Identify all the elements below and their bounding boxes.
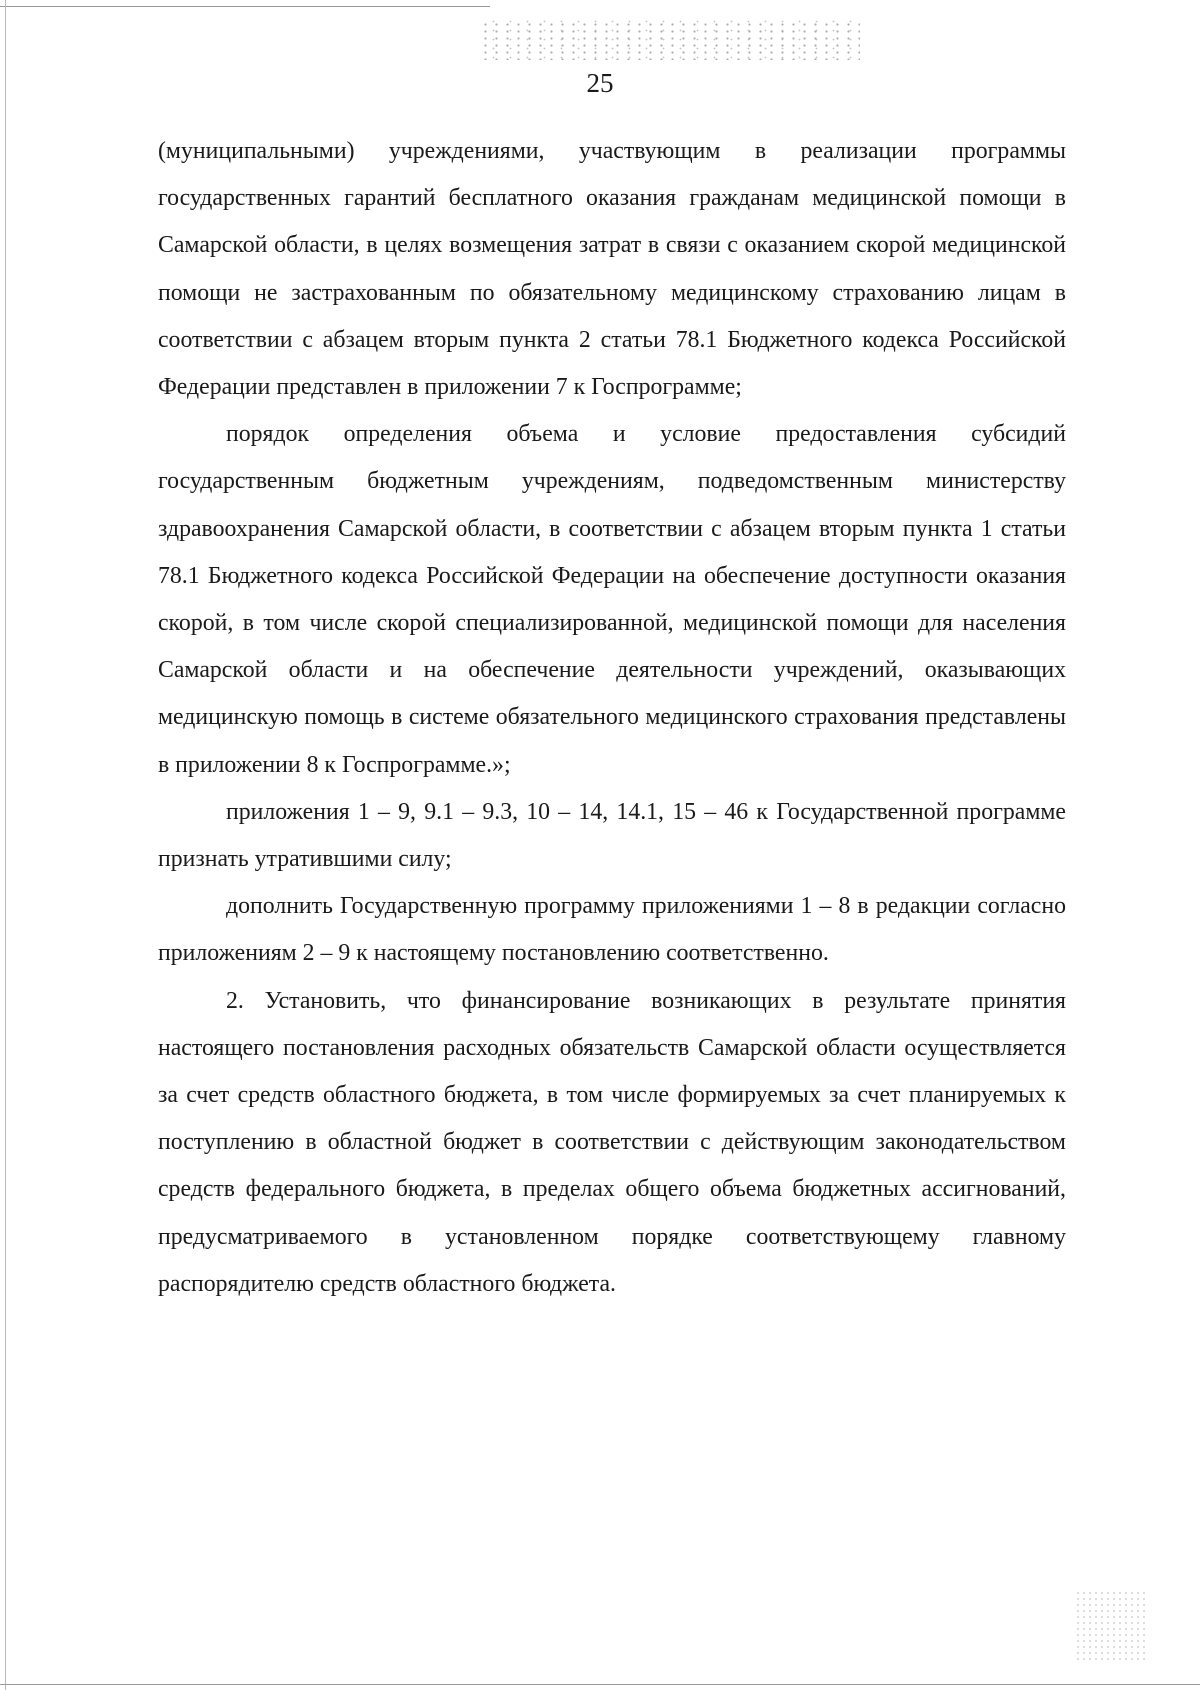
paragraph-continuation: (муниципальными) учреждениями, участвующим в реализации программы государственных гарантий бесплатного оказания гражданам медицинской помощи в Самарской области, в целях возмещения затрат в связи с оказанием скорой медицинской помощи не застрахованным по обязательному медицинскому страхованию лицам в соответствии с абзацем вторым пункта 2 статьи 78.1 Бюджетного кодекса Российской Федерации представлен в приложении 7 к Госпрограмме; (158, 138, 1066, 401)
scan-edge-top (0, 6, 490, 7)
document-body (158, 128, 1066, 1308)
scan-noise (480, 20, 860, 60)
page-number: 25 (586, 68, 614, 98)
paragraph-appendices-add: дополнить Государственную программу приложениями 1 – 8 в редакции согласно приложениям 2 – 9 к настоящему постановлению соответственно. (158, 893, 1066, 967)
scan-edge-bottom (0, 1684, 1200, 1685)
scan-edge-left (5, 0, 6, 1690)
paragraph-subsidies: порядок определения объема и условие предоставления субсидий государственным бюджетным учреждениям, подведомственным министерству здравоохранения Самарской области, в соответствии с абзацем вторым пункта 1 статьи 78.1 Бюджетного кодекса Российской Федерации на обеспечение доступности оказания скорой, в том числе скорой специализированной, медицинской помощи для населения Самарской области и на обеспечение деятельности учреждений, оказывающих медицинскую помощь в системе обязательного медицинского страхования представлены в приложении 8 к Госпрограмме.»; (158, 421, 1066, 778)
paragraph-financing: 2. Установить, что финансирование возникающих в результате принятия настоящего постановления расходных обязательств Самарской области осуществляется за счет средств областного бюджета, в том числе формируемых за счет планируемых к поступлению в областной бюджет в соответствии с действующим законодательством средств федерального бюджета, в пределах общего объема бюджетных ассигнований, предусматриваемого в установленном порядке соответствующему главному распорядителю средств областного бюджета. (158, 987, 1066, 1297)
scan-noise-corner (1075, 1590, 1145, 1660)
paragraph-appendices-void: приложения 1 – 9, 9.1 – 9.3, 10 – 14, 14.1, 15 – 46 к Государственной программе признать утратившими силу; (158, 798, 1066, 873)
